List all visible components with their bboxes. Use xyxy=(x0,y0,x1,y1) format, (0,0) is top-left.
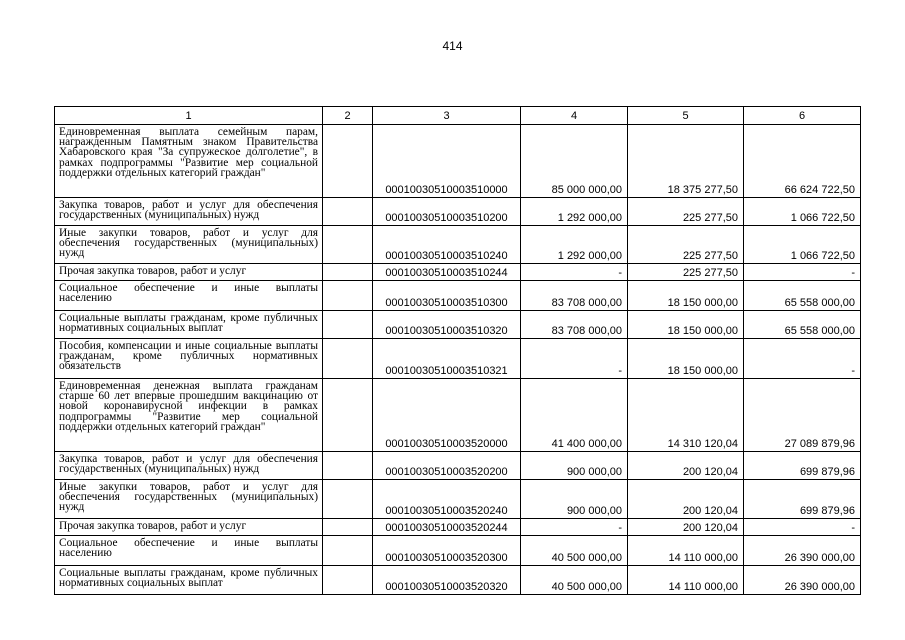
row-plan: 83 708 000,00 xyxy=(521,311,628,339)
row-remaining: 699 879,96 xyxy=(744,480,861,519)
table-row xyxy=(55,566,861,595)
row-executed: 18 150 000,00 xyxy=(628,339,744,379)
row-name: Социальное обеспечение и иные выплаты населению xyxy=(55,281,323,311)
page-number: 414 xyxy=(442,39,463,53)
table-row xyxy=(55,339,861,379)
row-code: 00010030510003520320 xyxy=(373,566,521,595)
row-executed: 14 110 000,00 xyxy=(628,566,744,595)
row-remaining: 66 624 722,50 xyxy=(744,125,861,198)
row-remaining: 1 066 722,50 xyxy=(744,198,861,226)
row-code: 00010030510003510321 xyxy=(373,339,521,379)
row-col2 xyxy=(323,480,373,519)
row-col2 xyxy=(323,264,373,281)
table-row xyxy=(55,198,861,226)
column-header-4: 4 xyxy=(521,107,628,125)
table-row xyxy=(55,311,861,339)
row-remaining: 1 066 722,50 xyxy=(744,226,861,264)
row-executed: 225 277,50 xyxy=(628,264,744,281)
column-header-5: 5 xyxy=(628,107,744,125)
row-code: 00010030510003510244 xyxy=(373,264,521,281)
row-code: 00010030510003520240 xyxy=(373,480,521,519)
row-remaining: 26 390 000,00 xyxy=(744,536,861,566)
row-name: Иные закупки товаров, работ и услуг для обеспечения государственных (муниципальных) нужд xyxy=(55,226,323,264)
row-plan: - xyxy=(521,519,628,536)
row-plan: 1 292 000,00 xyxy=(521,198,628,226)
row-remaining: 26 390 000,00 xyxy=(744,566,861,595)
row-plan: 41 400 000,00 xyxy=(521,379,628,452)
column-header-1: 1 xyxy=(55,107,323,125)
row-name: Пособия, компенсации и иные социальные выплаты гражданам, кроме публичных нормативных обязательств xyxy=(55,339,323,379)
row-remaining: 699 879,96 xyxy=(744,452,861,480)
row-col2 xyxy=(323,281,373,311)
row-name: Социальное обеспечение и иные выплаты населению xyxy=(55,536,323,566)
row-code: 00010030510003510200 xyxy=(373,198,521,226)
row-name: Социальные выплаты гражданам, кроме публичных нормативных социальных выплат xyxy=(55,566,323,595)
row-remaining: - xyxy=(744,519,861,536)
row-name: Закупка товаров, работ и услуг для обеспечения государственных (муниципальных) нужд xyxy=(55,452,323,480)
row-remaining: 65 558 000,00 xyxy=(744,281,861,311)
row-plan: 900 000,00 xyxy=(521,480,628,519)
row-remaining: - xyxy=(744,264,861,281)
row-col2 xyxy=(323,452,373,480)
row-name: Закупка товаров, работ и услуг для обеспечения государственных (муниципальных) нужд xyxy=(55,198,323,226)
row-name: Единовременная выплата семейным парам, награжденным Памятным знаком Правительства Хабаровского края "За супружеское долголетие", в рамках подпрограммы "Развитие мер социальной поддержки отдельных категорий граждан" xyxy=(55,125,323,198)
column-header-3: 3 xyxy=(373,107,521,125)
row-code: 00010030510003520300 xyxy=(373,536,521,566)
table-row xyxy=(55,519,861,536)
row-plan: 1 292 000,00 xyxy=(521,226,628,264)
row-remaining: - xyxy=(744,339,861,379)
row-plan: 900 000,00 xyxy=(521,452,628,480)
row-col2 xyxy=(323,566,373,595)
row-executed: 225 277,50 xyxy=(628,226,744,264)
row-executed: 14 110 000,00 xyxy=(628,536,744,566)
table-row xyxy=(55,125,861,198)
row-code: 00010030510003510300 xyxy=(373,281,521,311)
row-executed: 200 120,04 xyxy=(628,480,744,519)
row-code: 00010030510003510000 xyxy=(373,125,521,198)
row-executed: 18 150 000,00 xyxy=(628,311,744,339)
row-name: Единовременная денежная выплата гражданам старше 60 лет впервые прошедшим вакцинацию от новой коронавирусной инфекции в рамках подпрограммы "Развитие мер социальной поддержки отдельных категорий граждан" xyxy=(55,379,323,452)
row-plan: - xyxy=(521,339,628,379)
row-col2 xyxy=(323,198,373,226)
row-plan: - xyxy=(521,264,628,281)
row-plan: 40 500 000,00 xyxy=(521,536,628,566)
table-header-row xyxy=(55,107,861,125)
row-executed: 18 375 277,50 xyxy=(628,125,744,198)
row-executed: 200 120,04 xyxy=(628,452,744,480)
table-row xyxy=(55,264,861,281)
row-code: 00010030510003510320 xyxy=(373,311,521,339)
row-code: 00010030510003520000 xyxy=(373,379,521,452)
table-row xyxy=(55,281,861,311)
row-plan: 40 500 000,00 xyxy=(521,566,628,595)
table-row xyxy=(55,226,861,264)
table-row xyxy=(55,379,861,452)
row-col2 xyxy=(323,379,373,452)
column-header-6: 6 xyxy=(744,107,861,125)
row-code: 00010030510003520244 xyxy=(373,519,521,536)
row-col2 xyxy=(323,339,373,379)
row-executed: 14 310 120,04 xyxy=(628,379,744,452)
row-col2 xyxy=(323,536,373,566)
row-remaining: 27 089 879,96 xyxy=(744,379,861,452)
table-row xyxy=(55,452,861,480)
row-name: Иные закупки товаров, работ и услуг для обеспечения государственных (муниципальных) нужд xyxy=(55,480,323,519)
table-row xyxy=(55,480,861,519)
row-name: Прочая закупка товаров, работ и услуг xyxy=(55,264,323,281)
row-executed: 18 150 000,00 xyxy=(628,281,744,311)
row-remaining: 65 558 000,00 xyxy=(744,311,861,339)
row-col2 xyxy=(323,311,373,339)
column-header-2: 2 xyxy=(323,107,373,125)
row-name: Социальные выплаты гражданам, кроме публичных нормативных социальных выплат xyxy=(55,311,323,339)
row-col2 xyxy=(323,226,373,264)
row-executed: 225 277,50 xyxy=(628,198,744,226)
table-row xyxy=(55,536,861,566)
row-executed: 200 120,04 xyxy=(628,519,744,536)
row-name: Прочая закупка товаров, работ и услуг xyxy=(55,519,323,536)
row-col2 xyxy=(323,519,373,536)
row-plan: 83 708 000,00 xyxy=(521,281,628,311)
budget-table xyxy=(54,106,861,595)
row-code: 00010030510003520200 xyxy=(373,452,521,480)
row-col2 xyxy=(323,125,373,198)
row-plan: 85 000 000,00 xyxy=(521,125,628,198)
row-code: 00010030510003510240 xyxy=(373,226,521,264)
